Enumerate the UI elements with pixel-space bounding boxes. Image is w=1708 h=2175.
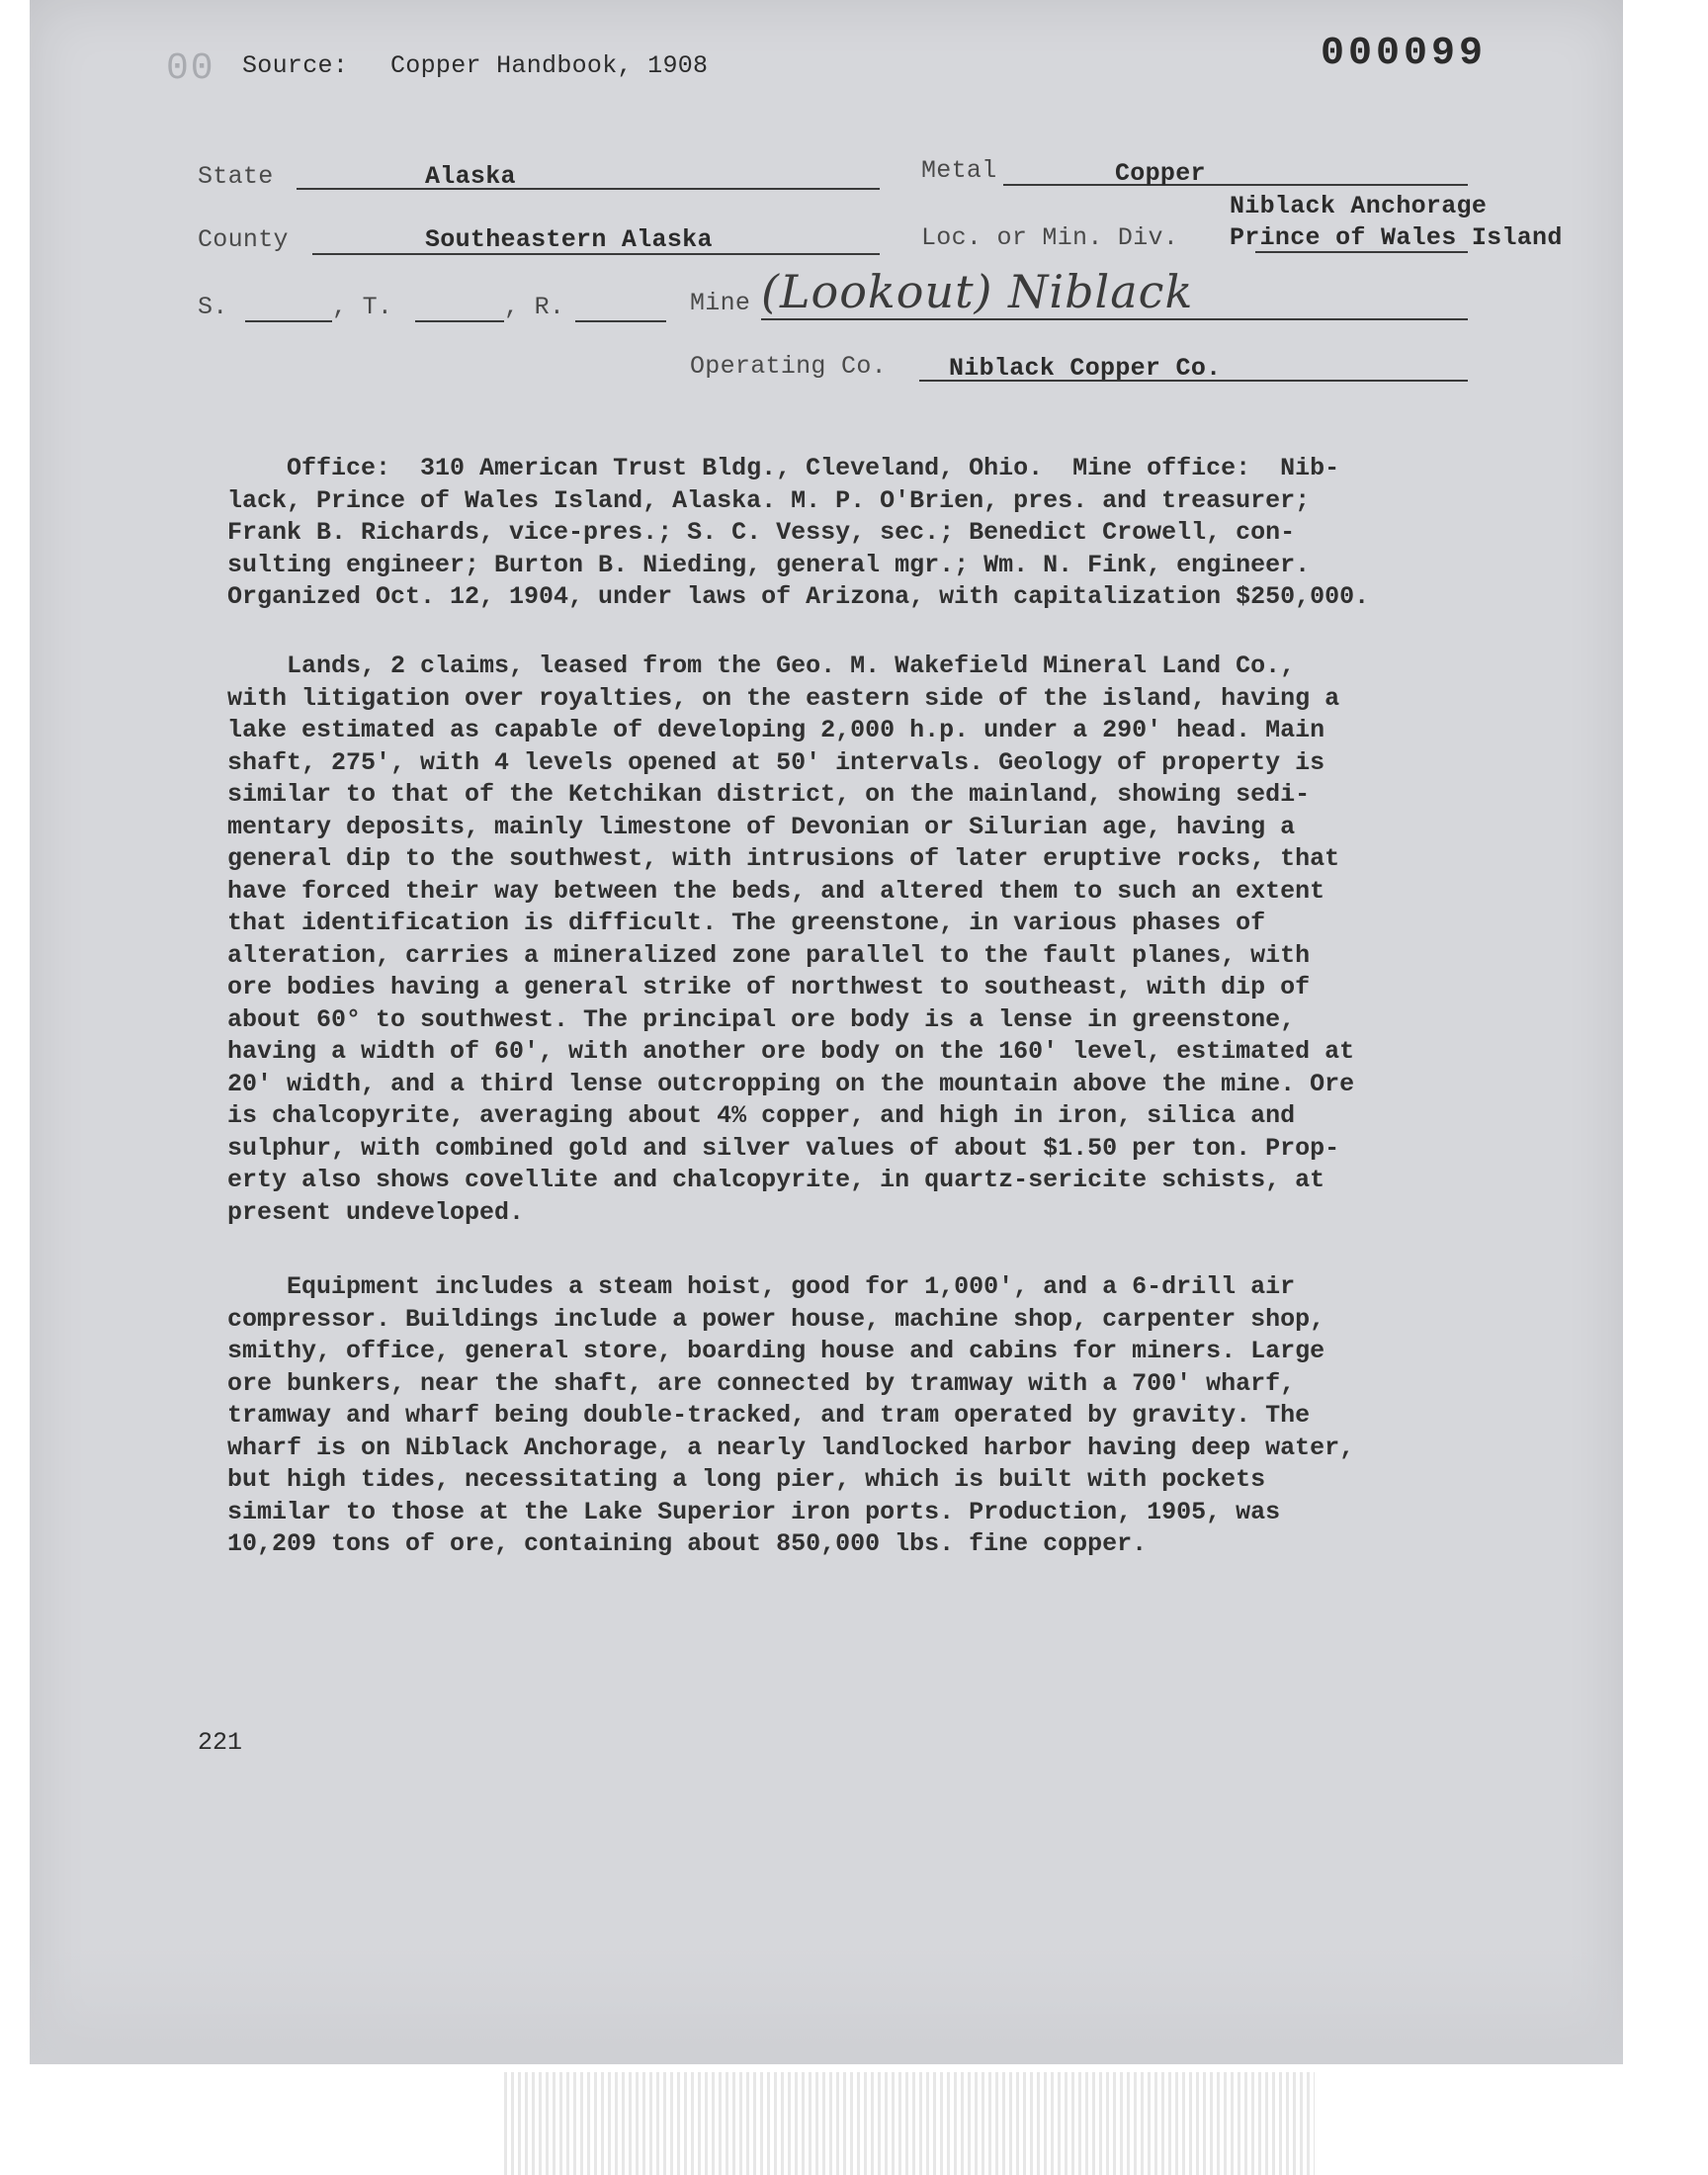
- text-line: shaft, 275', with 4 levels opened at 50' intervals. Geology of property is: [227, 747, 1325, 777]
- mine-value-handwritten: (Lookout) Niblack: [761, 265, 1194, 318]
- text-line: present undeveloped.: [227, 1197, 525, 1227]
- text-line: 10,209 tons of ore, containing about 850,000 lbs. fine copper.: [227, 1529, 1148, 1558]
- loc-value-line1: Niblack Anchorage: [1230, 192, 1488, 220]
- text-line: but high tides, necessitating a long pier, which is built with pockets: [227, 1465, 1266, 1494]
- text-line: ore bodies having a general strike of northwest to southeast, with dip of: [227, 973, 1311, 1001]
- county-label: County: [198, 225, 289, 254]
- source-value: Copper Handbook, 1908: [390, 51, 709, 80]
- section-blank: [245, 320, 332, 322]
- text-line: lack, Prince of Wales Island, Alaska. M. P. O'Brien, pres. and treasurer;: [227, 485, 1311, 515]
- mine-label: Mine: [690, 289, 751, 317]
- text-line: Lands, 2 claims, leased from the Geo. M. Wakefield Mineral Land Co.,: [227, 652, 1296, 680]
- operating-label: Operating Co.: [690, 352, 887, 381]
- text-line: general dip to the southwest, with intrusions of later eruptive rocks, that: [227, 844, 1340, 873]
- township-label: , T.: [332, 293, 393, 321]
- text-line: similar to those at the Lake Superior iron ports. Production, 1905, was: [227, 1497, 1281, 1526]
- text-line: about 60° to southwest. The principal ore body is a lense in greenstone,: [227, 1004, 1296, 1034]
- paragraph-lands: [227, 651, 1512, 1229]
- text-line: ore bunkers, near the shaft, are connected by tramway with a 700' wharf,: [227, 1368, 1296, 1398]
- loc-value-line2: Prince of Wales Island: [1230, 223, 1563, 252]
- text-line: compressor. Buildings include a power house, machine shop, carpenter shop,: [227, 1304, 1325, 1334]
- text-line: similar to that of the Ketchikan district, on the mainland, showing sedi-: [227, 780, 1311, 809]
- text-line: wharf is on Niblack Anchorage, a nearly landlocked harbor having deep water,: [227, 1433, 1355, 1462]
- county-value: Southeastern Alaska: [425, 225, 713, 254]
- text-line: that identification is difficult. The greenstone, in various phases of: [227, 909, 1266, 937]
- text-line: having a width of 60', with another ore body on the 160' level, estimated at: [227, 1037, 1355, 1066]
- text-line: erty also shows covellite and chalcopyrite, in quartz-sericite schists, at: [227, 1166, 1325, 1194]
- text-line: smithy, office, general store, boarding house and cabins for miners. Large: [227, 1337, 1325, 1365]
- text-line: Equipment includes a steam hoist, good for 1,000', and a 6-drill air: [227, 1272, 1296, 1301]
- faded-stamp-number: 00: [166, 47, 215, 90]
- township-blank: [415, 320, 504, 322]
- text-line: sulting engineer; Burton B. Nieding, general mgr.; Wm. N. Fink, engineer.: [227, 550, 1311, 579]
- scan-artifact-strip: [504, 2072, 1315, 2175]
- metal-value: Copper: [1115, 159, 1206, 188]
- page-number: 221: [198, 1728, 243, 1757]
- loc-label: Loc. or Min. Div.: [921, 223, 1179, 252]
- text-line: Frank B. Richards, vice-pres.; S. C. Vessy, sec.; Benedict Crowell, con-: [227, 518, 1296, 547]
- operating-value: Niblack Copper Co.: [949, 354, 1222, 383]
- section-label: S.: [198, 293, 228, 321]
- text-line: sulphur, with combined gold and silver values of about $1.50 per ton. Prop-: [227, 1133, 1340, 1163]
- range-blank: [575, 320, 666, 322]
- text-line: is chalcopyrite, averaging about 4% copper, and high in iron, silica and: [227, 1101, 1296, 1130]
- text-line: lake estimated as capable of developing 2,000 h.p. under a 290' head. Main: [227, 716, 1325, 744]
- document-page: [30, 0, 1623, 2064]
- text-line: with litigation over royalties, on the eastern side of the island, having a: [227, 683, 1340, 713]
- text-line: tramway and wharf being double-tracked, and tram operated by gravity. The: [227, 1401, 1311, 1430]
- mine-underline: [761, 318, 1468, 320]
- text-line: Organized Oct. 12, 1904, under laws of Arizona, with capitalization $250,000.: [227, 582, 1370, 611]
- metal-label: Metal: [921, 156, 997, 185]
- state-label: State: [198, 162, 274, 191]
- text-line: have forced their way between the beds, and altered them to such an extent: [227, 876, 1325, 906]
- source-label: Source:: [242, 51, 349, 80]
- paragraph-office: [227, 453, 1512, 614]
- text-line: Office: 310 American Trust Bldg., Cleveland, Ohio. Mine office: Nib-: [227, 454, 1340, 482]
- text-line: 20' width, and a third lense outcropping on the mountain above the mine. Ore: [227, 1069, 1355, 1098]
- document-number: 000099: [1321, 32, 1488, 76]
- paragraph-equipment: [227, 1271, 1512, 1561]
- text-line: mentary deposits, mainly limestone of Devonian or Silurian age, having a: [227, 812, 1296, 841]
- state-value: Alaska: [425, 162, 516, 191]
- metal-underline: [1003, 184, 1468, 186]
- state-underline: [297, 188, 880, 190]
- range-label: , R.: [504, 293, 565, 321]
- text-line: alteration, carries a mineralized zone parallel to the fault planes, with: [227, 940, 1311, 970]
